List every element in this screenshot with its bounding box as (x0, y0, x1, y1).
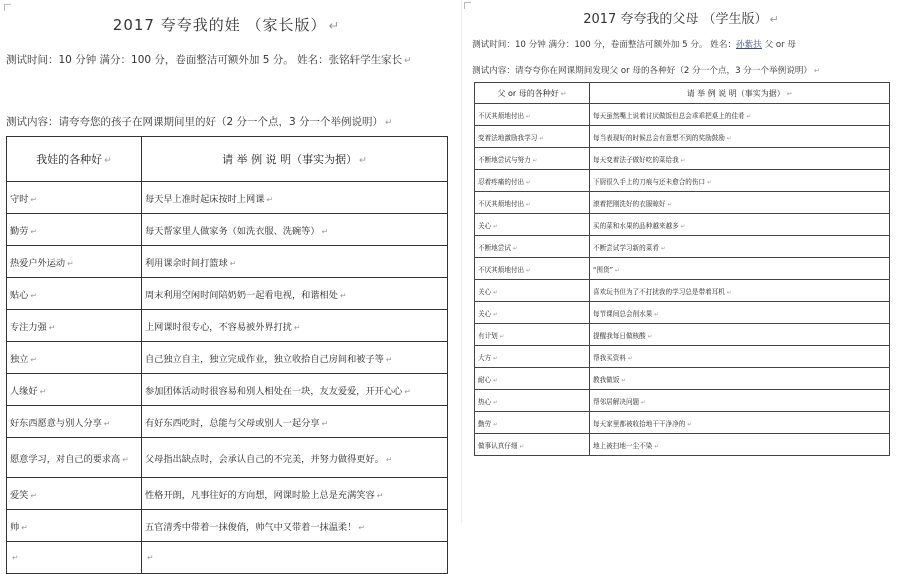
trait-cell: 好东西愿意与别人分享 ↵ (7, 406, 142, 438)
example-cell: 每天早上准时起床按时上网课 ↵ (142, 182, 448, 214)
trait-cell: 帅 ↵ (7, 510, 142, 542)
trait-cell: 愿意学习，对自己的要求高 ↵ (7, 438, 142, 478)
student-version-document (462, 0, 900, 523)
example-cell: 帮我买资料 ↵ (590, 346, 890, 368)
example-cell: 教我做饭 ↵ (590, 368, 890, 390)
trait-cell: 守时 ↵ (7, 182, 142, 214)
table-row (475, 236, 890, 258)
example-cell: ↵ (142, 542, 448, 574)
trait-cell: 热心 ↵ (475, 390, 590, 412)
table-row (7, 246, 448, 278)
praise-table (6, 136, 448, 574)
table-row (475, 214, 890, 236)
example-cell: 五官清秀中带着一抹俊俏，帅气中又带着一抹温柔！ ↵ (142, 510, 448, 542)
example-cell: 参加团体活动时很容易和别人相处在一块，友友爱爱，开开心心 ↵ (142, 374, 448, 406)
trait-cell: 关心 ↵ (475, 214, 590, 236)
table-header-row (7, 137, 448, 182)
trait-cell: ↵ (7, 542, 142, 574)
trait-cell: 爱笑 ↵ (7, 478, 142, 510)
trait-cell: 大方 ↵ (475, 346, 590, 368)
header-cell: 父 or 母的各种好 ↵ (475, 83, 590, 104)
praise-table (474, 82, 890, 456)
example-cell: 滚着把刚洗好的衣服晾好 ↵ (590, 192, 890, 214)
table-row (475, 346, 890, 368)
table-row (475, 170, 890, 192)
table-row (475, 258, 890, 280)
table-row (475, 390, 890, 412)
document-title: 2017 夸夸我的娃 （家长版） ↵ (112, 16, 341, 34)
trait-cell: 人缘好 ↵ (7, 374, 142, 406)
table-row (7, 374, 448, 406)
example-cell: 每天帮家里人做家务（如洗衣服、洗碗等） ↵ (142, 214, 448, 246)
table-row (475, 434, 890, 456)
student-name: 孙紫扶 (736, 40, 762, 50)
trait-cell: 专注力强 ↵ (7, 310, 142, 342)
header-cell: 请 举 例 说 明（事实为据） ↵ (590, 83, 890, 104)
trait-cell: 勤劳 ↵ (475, 412, 590, 434)
trait-cell: 耐心 ↵ (475, 368, 590, 390)
trait-cell: 关心 ↵ (475, 302, 590, 324)
table-row (475, 302, 890, 324)
example-cell: 买的菜和水果的品种越来越多 ↵ (590, 214, 890, 236)
header-cell: 请 举 例 说 明（事实为据） ↵ (142, 137, 448, 182)
example-cell: 周末利用空闲时间陪奶奶一起看电视，和谐相处 ↵ (142, 278, 448, 310)
test-meta-line: 测试时间：10 分钟 满分：100 分，卷面整洁可额外加 5 分。 姓名：张铭轩学生家长 ↵ (6, 54, 412, 66)
table-row (7, 478, 448, 510)
example-cell: 每天变着法子做好吃的菜给我 ↵ (590, 148, 890, 170)
table-row (7, 510, 448, 542)
trait-cell: 不厌其烦地付出 ↵ (475, 104, 590, 126)
trait-cell: 变着法地激励我学习 ↵ (475, 126, 590, 148)
trait-cell: 贴心 ↵ (7, 278, 142, 310)
trait-cell: 忍着疼痛的付出 ↵ (475, 170, 590, 192)
table-row (7, 342, 448, 374)
table-row (475, 148, 890, 170)
example-cell: 每节课间总会削水果 ↵ (590, 302, 890, 324)
table-row (7, 438, 448, 478)
example-cell: 帮邻居解决问题 ↵ (590, 390, 890, 412)
trait-cell: 不厌其烦地付出 ↵ (475, 258, 590, 280)
header-cell: 我娃的各种好 ↵ (7, 137, 142, 182)
table-row (475, 324, 890, 346)
test-meta-line: 测试时间：10 分钟 满分：100 分，卷面整洁可额外加 5 分。 姓名：孙紫扶 父 or 母 (472, 40, 797, 50)
trait-cell: 独立 ↵ (7, 342, 142, 374)
table-row (7, 406, 448, 438)
table-header-row (475, 83, 890, 104)
table-row (7, 278, 448, 310)
test-content-line: 测试内容：请夸夸您的孩子在网课期间里的好（2 分一个点，3 分一个举例说明） ↵ (6, 116, 393, 128)
table-row (7, 182, 448, 214)
example-cell: 喜欢玩书但为了不打扰我的学习总是带着耳机 ↵ (590, 280, 890, 302)
example-cell: 利用课余时间打篮球 ↵ (142, 246, 448, 278)
example-cell: 性格开朗，凡事往好的方向想，网课时脸上总是充满笑容 ↵ (142, 478, 448, 510)
example-cell: 提醒我每日做核酸 ↵ (590, 324, 890, 346)
example-cell: 每天家里都被收拾地干干净净的 ↵ (590, 412, 890, 434)
test-content-line: 测试内容：请夸夸你在网课期间发现父 or 母的各种好（2 分一个点，3 分一个举例说明） ↵ (472, 66, 821, 76)
trait-cell: 有计划 ↵ (475, 324, 590, 346)
page-corner-mark (4, 4, 11, 11)
example-cell: 上网课时很专心，不容易被外界打扰 ↵ (142, 310, 448, 342)
table-row (475, 368, 890, 390)
example-cell: 不断尝试学习新的菜肴 ↵ (590, 236, 890, 258)
table-row (7, 310, 448, 342)
table-row (475, 192, 890, 214)
example-cell: 下厨很久手上的刀痕与还未愈合的伤口 ↵ (590, 170, 890, 192)
table-row (475, 126, 890, 148)
trait-cell: 不断地尝试 ↵ (475, 236, 590, 258)
trait-cell: 不断地尝试与努力 ↵ (475, 148, 590, 170)
trait-cell: 做事认真仔细 ↵ (475, 434, 590, 456)
table-row (475, 412, 890, 434)
example-cell: 地上被扫地一尘不染 ↵ (590, 434, 890, 456)
document-title: 2017 夸夸我的父母 （学生版） ↵ (583, 12, 779, 27)
table-row (475, 104, 890, 126)
parent-version-document (0, 0, 453, 562)
trait-cell: 不厌其烦地付出 ↵ (475, 192, 590, 214)
table-row (475, 280, 890, 302)
trait-cell: 关心 ↵ (475, 280, 590, 302)
example-cell: “围货” ↵ (590, 258, 890, 280)
example-cell: 有好东西吃时，总能与父母或别人一起分享 ↵ (142, 406, 448, 438)
example-cell: 自己独立自主，独立完成作业，独立收拾自己房间和被子等 ↵ (142, 342, 448, 374)
table-row (7, 542, 448, 574)
trait-cell: 热爱户外运动 ↵ (7, 246, 142, 278)
example-cell: 每天虽然嘴上说着讨厌做饭但总会乖乖把桌上的佳肴 ↵ (590, 104, 890, 126)
table-row (7, 214, 448, 246)
example-cell: 父母指出缺点时，会承认自己的不完美，并努力做得更好。 ↵ (142, 438, 448, 478)
trait-cell: 勤劳 ↵ (7, 214, 142, 246)
example-cell: 每当表现好的时候总会有意想不到的奖励鼓励 ↵ (590, 126, 890, 148)
